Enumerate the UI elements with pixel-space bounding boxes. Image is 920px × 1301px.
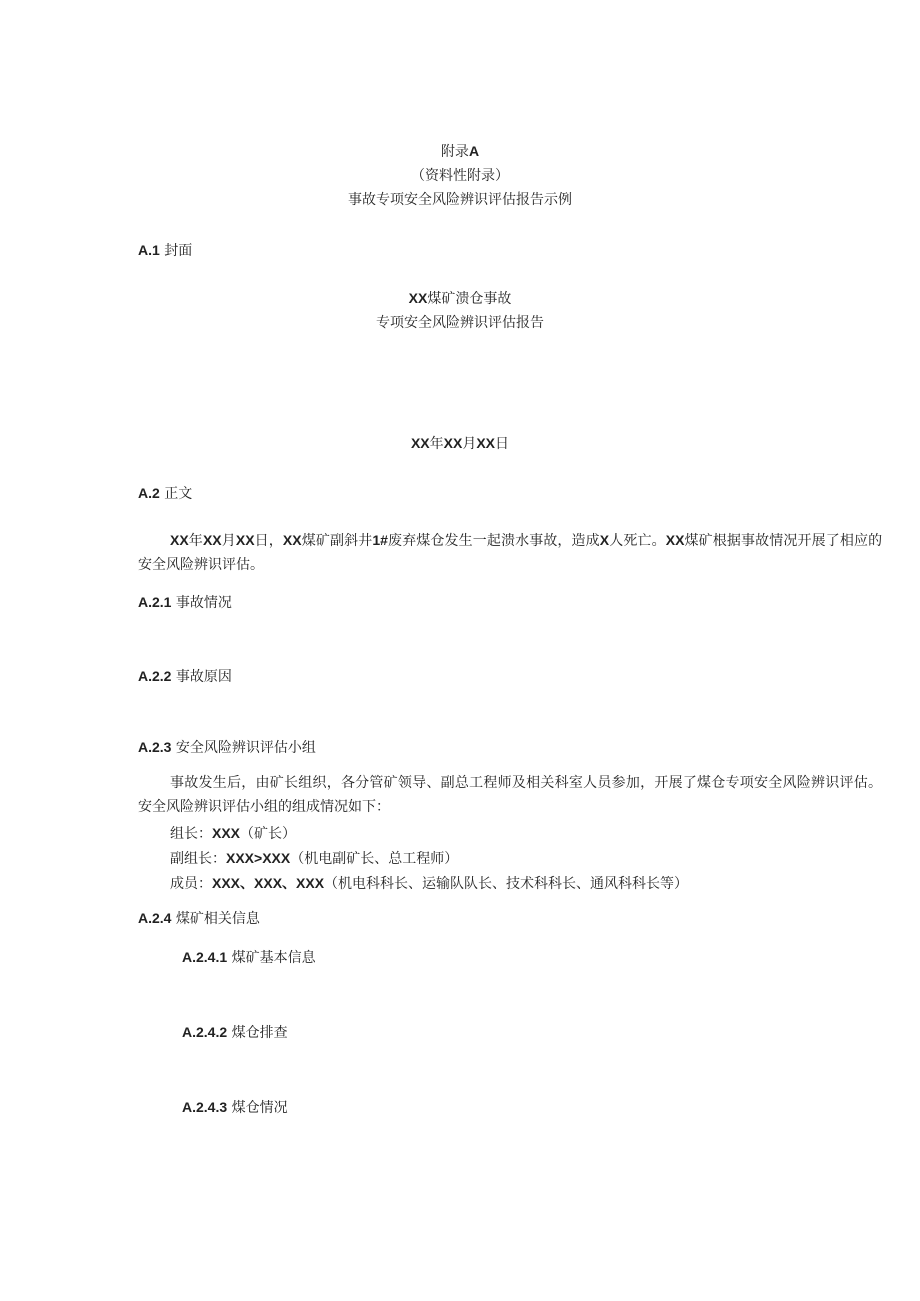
group-paragraph: 事故发生后，由矿长组织，各分管矿领导、副总工程师及相关科室人员参加，开展了煤仓专项安全风险辨识评估。安全风险辨识评估小组的组成情况如下： — [138, 775, 882, 815]
section-label: 煤仓情况 — [231, 1100, 288, 1116]
appendix-title-letter: A — [468, 143, 480, 159]
appendix-title-text: 附录 — [440, 144, 469, 160]
section-label: 安全风险辨识评估小组 — [175, 740, 316, 756]
section-number: A.2.4 — [138, 910, 172, 926]
section-label: 煤仓排查 — [231, 1025, 288, 1041]
section-a242-heading — [182, 1022, 288, 1042]
section-number: A.2.2 — [138, 668, 172, 684]
intro-text: 年 — [188, 533, 203, 549]
date-month: XX — [443, 435, 463, 451]
cover-title-text: 煤矿溃仓事故 — [427, 291, 512, 307]
section-number: A.2.4.2 — [182, 1024, 228, 1040]
leader-label: 组长： — [170, 826, 212, 842]
section-label: 正文 — [164, 486, 193, 502]
leader-role: （矿长） — [240, 826, 297, 842]
section-number: A.1 — [138, 242, 160, 258]
intro-text: 日， — [254, 533, 283, 549]
deputy-label: 副组长： — [170, 851, 226, 867]
section-number: A.2 — [138, 485, 160, 501]
section-label: 煤矿相关信息 — [175, 911, 260, 927]
intro-text: 煤矿根据事故情况开展了相应的安全风险辨识评估。 — [138, 533, 883, 573]
date-day-unit: 日 — [495, 436, 510, 452]
members-roles: （机电科科长、运输队队长、技术科科长、通风科科长等） — [324, 876, 689, 892]
section-a24-heading — [138, 908, 260, 928]
section-number: A.2.3 — [138, 739, 172, 755]
section-a2-heading — [138, 483, 192, 503]
cover-title-line2: 专项安全风险辨识评估报告 — [376, 315, 544, 331]
intro-paragraph — [138, 528, 882, 577]
cover-code: XX — [408, 290, 428, 306]
members-label: 成员： — [170, 876, 212, 892]
section-label: 煤矿基本信息 — [231, 950, 316, 966]
deputy-name: XXX>XXX — [226, 850, 291, 866]
intro-text: 煤矿副斜井 — [301, 533, 373, 549]
appendix-subtitle: （资料性附录） — [411, 168, 509, 184]
cover-date — [0, 433, 920, 453]
section-label: 事故原因 — [175, 669, 232, 685]
section-a1-heading — [138, 240, 192, 260]
section-number: A.2.4.1 — [182, 949, 228, 965]
section-a243-heading — [182, 1097, 288, 1117]
intro-text: 月 — [221, 533, 236, 549]
date-day: XX — [476, 435, 496, 451]
intro-text: 人死亡。 — [609, 533, 666, 549]
intro-month: XX — [202, 532, 222, 548]
section-label: 封面 — [164, 243, 193, 259]
date-year: XX — [410, 435, 430, 451]
group-members-line — [170, 873, 688, 893]
intro-bin-number: 1# — [372, 532, 388, 548]
deputy-role: （机电副矿长、总工程师） — [290, 851, 459, 867]
section-number: A.2.4.3 — [182, 1099, 228, 1115]
section-a22-heading — [138, 666, 232, 686]
section-a23-heading — [138, 737, 316, 757]
date-month-unit: 月 — [462, 436, 477, 452]
appendix-heading: 事故专项安全风险辨识评估报告示例 — [348, 192, 572, 208]
group-leader-line — [170, 823, 296, 843]
date-year-unit: 年 — [429, 436, 444, 452]
section-a241-heading — [182, 947, 316, 967]
intro-mine-code: XX — [282, 532, 302, 548]
cover-title-line1 — [0, 288, 920, 308]
intro-day: XX — [235, 532, 255, 548]
appendix-title — [0, 141, 920, 161]
intro-year: XX — [170, 532, 189, 548]
group-deputy-line — [170, 848, 458, 868]
intro-text: 废弃煤仓发生一起溃水事故，造成 — [387, 533, 600, 549]
section-a21-heading — [138, 592, 232, 612]
leader-name: XXX — [212, 825, 241, 841]
section-label: 事故情况 — [175, 595, 232, 611]
section-number: A.2.1 — [138, 594, 172, 610]
intro-mine-code: XX — [665, 532, 685, 548]
members-names: XXX、XXX、XXX — [212, 875, 325, 891]
intro-deaths: X — [599, 532, 610, 548]
